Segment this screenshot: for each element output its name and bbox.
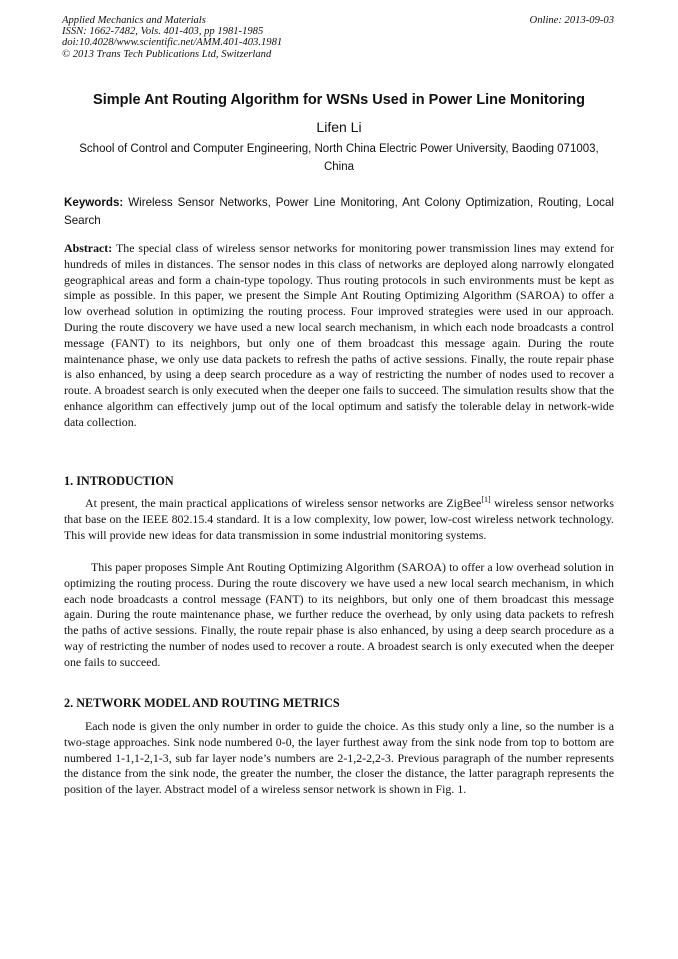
intro-paragraph-2: This paper proposes Simple Ant Routing Optimizing Algorithm (SAROA) to offer a low overhead solution in optimizing the routing process. During the route discovery we have used a new local search mechanism, in which each node broadcasts a control message (FANT) to its neighbors, but only one of them broadcast this message again. During the route maintenance phase, we further reduce the overhead, by only using data packets to refresh the paths of active sessions. Finally, the route repair phase is also enhanced, by using a deep search procedure as a way of restricting the number of nodes used to recover a route. A broadest search is only executed when the deeper one fails to succeed. [64, 560, 614, 669]
intro-p1-text-b: wireless sensor networks that base on the IEEE 802.15.4 standard. It is a low complexity, low power, low-cost wireless network technology. This will provide new ideas for data transmission in some industrial monitoring systems. [64, 496, 614, 542]
doi-line: doi:10.4028/www.scientific.net/AMM.401-403.1981 [62, 37, 283, 49]
journal-name: Applied Mechanics and Materials [62, 15, 206, 26]
keywords-text: Wireless Sensor Networks, Power Line Monitoring, Ant Colony Optimization, Routing, Local Search [64, 196, 614, 227]
abstract-label: Abstract: [64, 241, 113, 255]
keywords-block [64, 194, 614, 229]
intro-paragraph-1 [64, 496, 614, 543]
section-heading-introduction: 1. INTRODUCTION [64, 474, 174, 488]
citation-ref: [1] [481, 495, 491, 505]
keywords-label: Keywords: [64, 196, 124, 209]
section-heading-network-model: 2. NETWORK MODEL AND ROUTING METRICS [64, 696, 340, 710]
author-affiliation: School of Control and Computer Engineering, North China Electric Power University, Baoding 071003, China [79, 143, 599, 173]
network-paragraph-1: Each node is given the only number in order to guide the choice. As this study only a line, so the number is a two-stage approaches. Sink node numbered 0-0, the layer furthest away from the sink node from top to bottom are numbered 1-1,1-2,1-3, sub far layer node’s numbers are 2-1,2-2,2-3. Previous paragraph of the number represents the distance from the sink node, the greater the number, the closer the distance, the latter paragraph represents the position of the layer. Abstract model of a wireless sensor network is shown in Fig. 1. [64, 719, 614, 797]
publication-header [62, 15, 282, 60]
issn-line: ISSN: 1662-7482, Vols. 401-403, pp 1981-1985 [62, 26, 264, 38]
abstract-block [64, 241, 614, 431]
paper-title: Simple Ant Routing Algorithm for WSNs Used in Power Line Monitoring [93, 92, 585, 108]
intro-p1-text-a: At present, the main practical applications of wireless sensor networks are ZigBee [85, 496, 482, 510]
copyright-line: © 2013 Trans Tech Publications Ltd, Switzerland [62, 48, 272, 60]
author-name: Lifen Li [316, 119, 362, 135]
abstract-text: The special class of wireless sensor networks for monitoring power transmission lines may extend for hundreds of miles in distances. The sensor nodes in this class of networks are deployed along narrowly elongated geographical areas and form a chain-type topology. Thus routing protocols in such environments must be kept as simple as possible. In this paper, we present the Simple Ant Routing Optimizing Algorithm (SAROA) to offer a low overhead solution in optimizing the routing process. Four improved strategies were used in our approach. During the route discovery we have used a new local search mechanism, in which each node broadcasts a control message (FANT) to its neighbors, but only one of them broadcast this message again. During the route maintenance phase, we only use data packets to refresh the paths of active sessions. Finally, the route repair phase is also enhanced, by using a deep search procedure as a way of restricting the number of nodes used to recover a route. A broadest search is only executed when the deeper one fails to succeed. The simulation results show that the enhance algorithm can effectively jump out of the local optimum and satisfy the tolerable delay in network-wide data collection. [64, 241, 614, 429]
online-date: Online: 2013-09-03 [529, 15, 614, 26]
